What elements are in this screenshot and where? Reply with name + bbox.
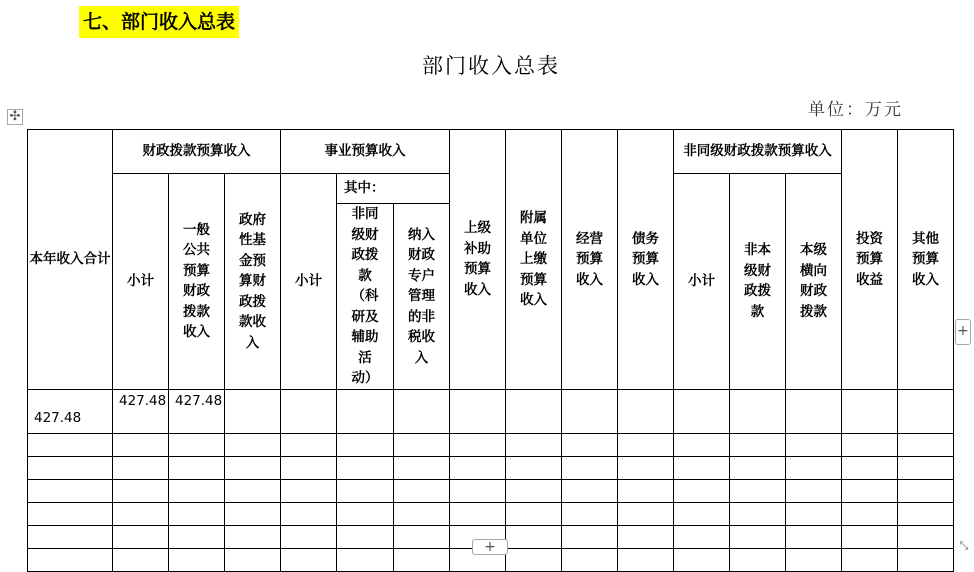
- table-cell[interactable]: [674, 433, 730, 456]
- table-cell[interactable]: [169, 456, 225, 479]
- table-cell[interactable]: [618, 479, 674, 502]
- table-cell[interactable]: [450, 433, 506, 456]
- table-cell[interactable]: [28, 525, 113, 548]
- table-cell[interactable]: [898, 502, 954, 525]
- table-cell[interactable]: [842, 525, 898, 548]
- table-cell[interactable]: [337, 502, 394, 525]
- table-cell[interactable]: [28, 502, 113, 525]
- table-cell[interactable]: [394, 479, 450, 502]
- table-cell[interactable]: [506, 389, 562, 433]
- header-upper-subsidy: 上级补助预算收入: [450, 130, 506, 390]
- income-summary-table: [27, 129, 954, 572]
- table-cell[interactable]: [562, 456, 618, 479]
- table-cell[interactable]: [450, 389, 506, 433]
- header-general-public: 一般公共预算财政拨款收入: [169, 174, 225, 390]
- table-cell[interactable]: [394, 389, 450, 433]
- table-cell[interactable]: [506, 433, 562, 456]
- table-cell[interactable]: [842, 433, 898, 456]
- table-cell[interactable]: [169, 525, 225, 548]
- header-other: 其他预算收入: [898, 130, 954, 390]
- table-cell[interactable]: [786, 502, 842, 525]
- table-cell[interactable]: [337, 548, 394, 571]
- table-cell[interactable]: [169, 502, 225, 525]
- table-cell[interactable]: [113, 502, 169, 525]
- table-cell[interactable]: [113, 433, 169, 456]
- table-cell[interactable]: [674, 456, 730, 479]
- table-cell[interactable]: [394, 456, 450, 479]
- table-cell[interactable]: [225, 433, 281, 456]
- table-cell[interactable]: [674, 548, 730, 571]
- table-row: [28, 479, 954, 502]
- table-cell[interactable]: [898, 525, 954, 548]
- table-cell[interactable]: [450, 479, 506, 502]
- table-resize-icon[interactable]: ⤡: [959, 539, 969, 552]
- header-gov-fund: 政府性基金预算财政拨款收入: [225, 174, 281, 390]
- table-cell[interactable]: [730, 479, 786, 502]
- table-cell[interactable]: [786, 456, 842, 479]
- table-cell[interactable]: [394, 548, 450, 571]
- table-cell[interactable]: [225, 502, 281, 525]
- table-cell[interactable]: [281, 456, 337, 479]
- header-affiliated: 附属单位上缴预算收入: [506, 130, 562, 390]
- table-cell[interactable]: [281, 502, 337, 525]
- table-cell[interactable]: [562, 548, 618, 571]
- table-cell[interactable]: [394, 433, 450, 456]
- table-cell[interactable]: [786, 525, 842, 548]
- header-non-same-level: 非同级财政拨款（科研及辅助活动）: [337, 204, 394, 390]
- header-among: 其中：: [337, 174, 450, 204]
- table-cell[interactable]: [730, 456, 786, 479]
- header-business-group: 事业预算收入: [281, 130, 450, 174]
- table-cell[interactable]: [842, 479, 898, 502]
- table-cell[interactable]: [842, 548, 898, 571]
- table-cell[interactable]: [618, 389, 674, 433]
- table-cell[interactable]: [113, 525, 169, 548]
- header-non-tax: 纳入财政专户管理的非税收入: [394, 204, 450, 390]
- table-cell[interactable]: [786, 433, 842, 456]
- table-cell[interactable]: [506, 456, 562, 479]
- section-heading: 七、部门收入总表: [79, 6, 239, 38]
- table-cell[interactable]: [225, 548, 281, 571]
- table-cell[interactable]: [28, 456, 113, 479]
- table-cell[interactable]: [842, 456, 898, 479]
- table-cell[interactable]: [506, 525, 562, 548]
- header-fiscal-group: 财政拨款预算收入: [113, 130, 281, 174]
- table-cell[interactable]: [337, 525, 394, 548]
- header-operating: 经营预算收入: [562, 130, 618, 390]
- table-cell[interactable]: [618, 456, 674, 479]
- table-row: [28, 502, 954, 525]
- table-cell[interactable]: [786, 389, 842, 433]
- unit-label: 单位：万元: [808, 100, 903, 120]
- header-non-local: 非本级财政拨款: [730, 174, 786, 390]
- table-cell[interactable]: [674, 525, 730, 548]
- table-cell[interactable]: [281, 479, 337, 502]
- header-non-same-subtotal: 小计: [674, 174, 730, 390]
- table-cell[interactable]: [618, 525, 674, 548]
- table-cell[interactable]: [674, 389, 730, 433]
- table-cell[interactable]: [506, 548, 562, 571]
- table-move-handle-icon[interactable]: ✣: [7, 109, 23, 125]
- table-cell[interactable]: [898, 433, 954, 456]
- table-cell[interactable]: [225, 456, 281, 479]
- table-cell[interactable]: [730, 389, 786, 433]
- table-cell[interactable]: [898, 389, 954, 433]
- table-cell[interactable]: [562, 433, 618, 456]
- table-cell[interactable]: [730, 433, 786, 456]
- add-row-plus-icon[interactable]: +: [472, 539, 508, 555]
- table-cell[interactable]: [281, 525, 337, 548]
- table-cell[interactable]: [281, 548, 337, 571]
- table-cell[interactable]: [225, 389, 281, 433]
- table-cell[interactable]: [28, 548, 113, 571]
- table-cell[interactable]: [618, 433, 674, 456]
- table-cell[interactable]: [113, 456, 169, 479]
- table-cell[interactable]: [113, 479, 169, 502]
- table-cell[interactable]: [169, 479, 225, 502]
- table-cell[interactable]: [730, 548, 786, 571]
- table-cell[interactable]: [450, 502, 506, 525]
- table-cell[interactable]: [450, 456, 506, 479]
- cell-total-value[interactable]: 427.48: [28, 389, 113, 433]
- header-investment: 投资预算收益: [842, 130, 898, 390]
- header-business-subtotal: 小计: [281, 174, 337, 390]
- header-horizontal: 本级横向财政拨款: [786, 174, 842, 390]
- table-cell[interactable]: [730, 525, 786, 548]
- table-cell[interactable]: [562, 525, 618, 548]
- table-cell[interactable]: [337, 433, 394, 456]
- table-cell[interactable]: [281, 389, 337, 433]
- cell-general-public-value[interactable]: 427.48: [169, 389, 225, 433]
- table-cell[interactable]: [169, 433, 225, 456]
- page-title: 部门收入总表: [422, 54, 560, 78]
- table-cell[interactable]: [898, 456, 954, 479]
- table-row: [28, 389, 954, 433]
- header-non-same-group: 非同级财政拨款预算收入: [674, 130, 842, 174]
- table-cell[interactable]: [169, 548, 225, 571]
- table-cell[interactable]: [562, 389, 618, 433]
- table-cell[interactable]: [28, 479, 113, 502]
- table-cell[interactable]: [786, 479, 842, 502]
- table-cell[interactable]: [562, 502, 618, 525]
- table-cell[interactable]: [618, 548, 674, 571]
- table-cell[interactable]: [113, 548, 169, 571]
- table-row: [28, 456, 954, 479]
- table-cell[interactable]: [618, 502, 674, 525]
- table-cell[interactable]: [786, 548, 842, 571]
- table-cell[interactable]: [674, 479, 730, 502]
- table-cell[interactable]: [842, 389, 898, 433]
- table-cell[interactable]: [898, 479, 954, 502]
- header-fiscal-subtotal: 小计: [113, 174, 169, 390]
- table-cell[interactable]: [225, 525, 281, 548]
- table-cell[interactable]: [898, 548, 954, 571]
- table-cell[interactable]: [337, 389, 394, 433]
- table-row: [28, 433, 954, 456]
- table-cell[interactable]: [562, 479, 618, 502]
- table-cell[interactable]: [281, 433, 337, 456]
- table-cell[interactable]: [506, 479, 562, 502]
- cell-fiscal-subtotal-value[interactable]: 427.48: [113, 389, 169, 433]
- table-cell[interactable]: [337, 456, 394, 479]
- table-cell[interactable]: [674, 502, 730, 525]
- header-total: 本年收入合计: [28, 130, 113, 390]
- table-cell[interactable]: [225, 479, 281, 502]
- table-cell[interactable]: [506, 502, 562, 525]
- add-column-plus-icon[interactable]: +: [955, 319, 971, 345]
- header-debt: 债务预算收入: [618, 130, 674, 390]
- table-cell[interactable]: [28, 433, 113, 456]
- table-cell[interactable]: [842, 502, 898, 525]
- table-cell[interactable]: [730, 502, 786, 525]
- table-cell[interactable]: [394, 502, 450, 525]
- table-cell[interactable]: [394, 525, 450, 548]
- table-cell[interactable]: [337, 479, 394, 502]
